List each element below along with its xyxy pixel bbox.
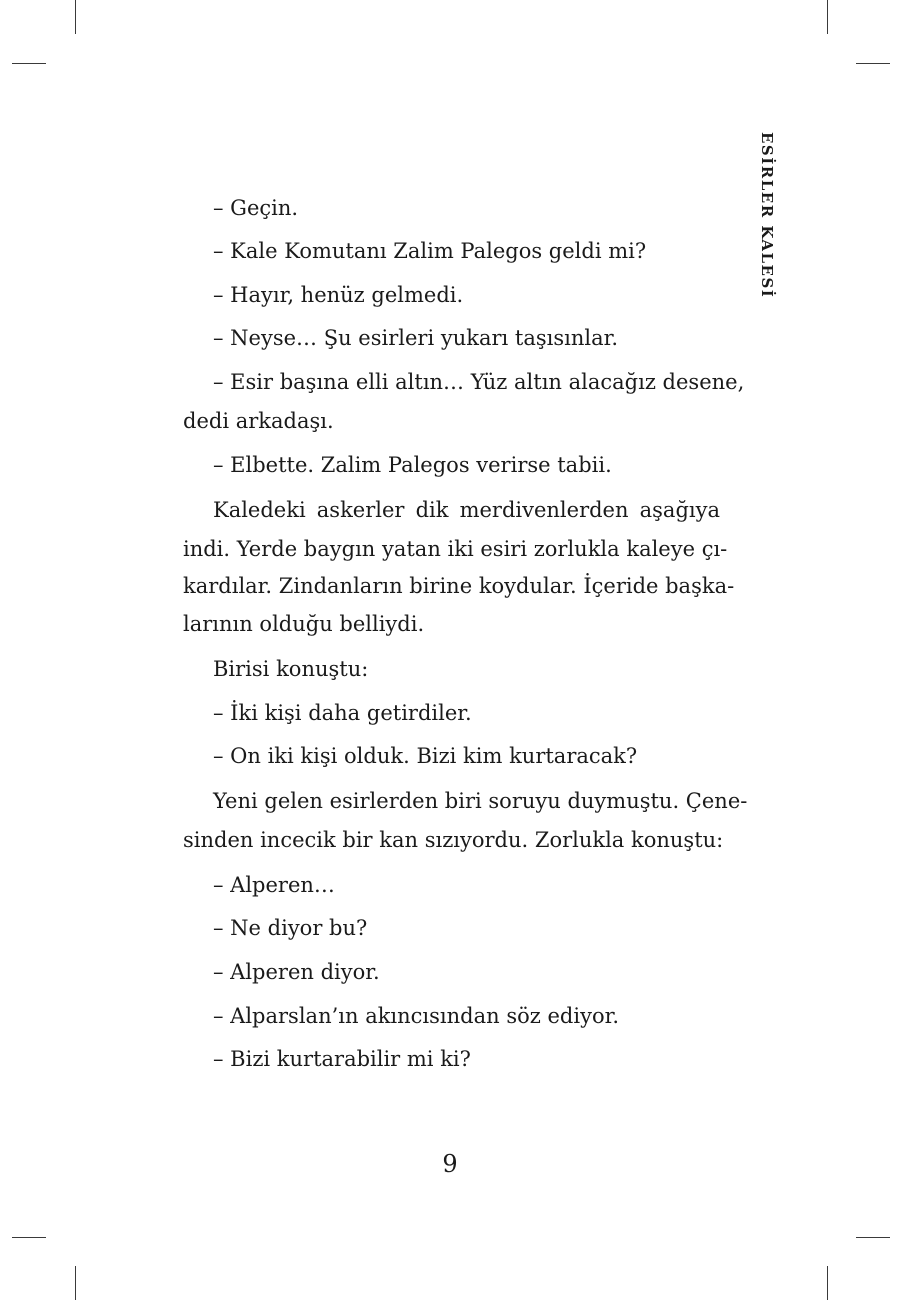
crop-mark-bottom-right	[827, 1266, 828, 1300]
text-line: – Kale Komutanı Zalim Palegos geldi mi?	[213, 239, 647, 263]
text-line: Kaledeki askerler dik merdivenlerden aşağıya	[213, 498, 720, 522]
text-line: – Alparslan’ın akıncısından söz ediyor.	[213, 1004, 619, 1028]
crop-mark-left-top	[12, 63, 46, 64]
text-line: – Neyse… Şu esirleri yukarı taşısınlar.	[213, 326, 619, 350]
text-line: – Esir başına elli altın… Yüz altın alacağız desene,	[213, 370, 745, 394]
crop-mark-right-top	[856, 63, 890, 64]
text-line: larının olduğu belliydi.	[183, 612, 425, 636]
text-line: – Elbette. Zalim Palegos verirse tabii.	[213, 453, 612, 477]
text-line: – Geçin.	[213, 196, 299, 220]
text-line: – İki kişi daha getirdiler.	[213, 701, 472, 725]
text-line: – Hayır, henüz gelmedi.	[213, 283, 464, 307]
text-line: – Ne diyor bu?	[213, 916, 368, 940]
text-line: – Bizi kurtarabilir mi ki?	[213, 1047, 471, 1071]
text-line: sinden incecik bir kan sızıyordu. Zorlukla konuştu:	[183, 828, 724, 852]
page-number: 9	[442, 1150, 458, 1178]
text-line: dedi arkadaşı.	[183, 409, 334, 433]
text-line: kardılar. Zindanların birine koydular. İçeride başka-	[183, 574, 735, 598]
text-line: – Alperen diyor.	[213, 960, 380, 984]
crop-mark-left-bottom	[12, 1237, 46, 1238]
crop-mark-top-right	[827, 0, 828, 34]
text-line: – Alperen…	[213, 873, 335, 897]
running-head-title: ESİRLER KALESİ	[758, 132, 776, 299]
text-line: Yeni gelen esirlerden biri soruyu duymuştu. Çene-	[213, 789, 748, 813]
crop-mark-top-left	[75, 0, 76, 34]
crop-mark-right-bottom	[856, 1237, 890, 1238]
text-line: indi. Yerde baygın yatan iki esiri zorlukla kaleye çı-	[183, 537, 728, 561]
text-line: Birisi konuştu:	[213, 657, 369, 681]
crop-mark-bottom-left	[75, 1266, 76, 1300]
text-line: – On iki kişi olduk. Bizi kim kurtaracak?	[213, 744, 638, 768]
